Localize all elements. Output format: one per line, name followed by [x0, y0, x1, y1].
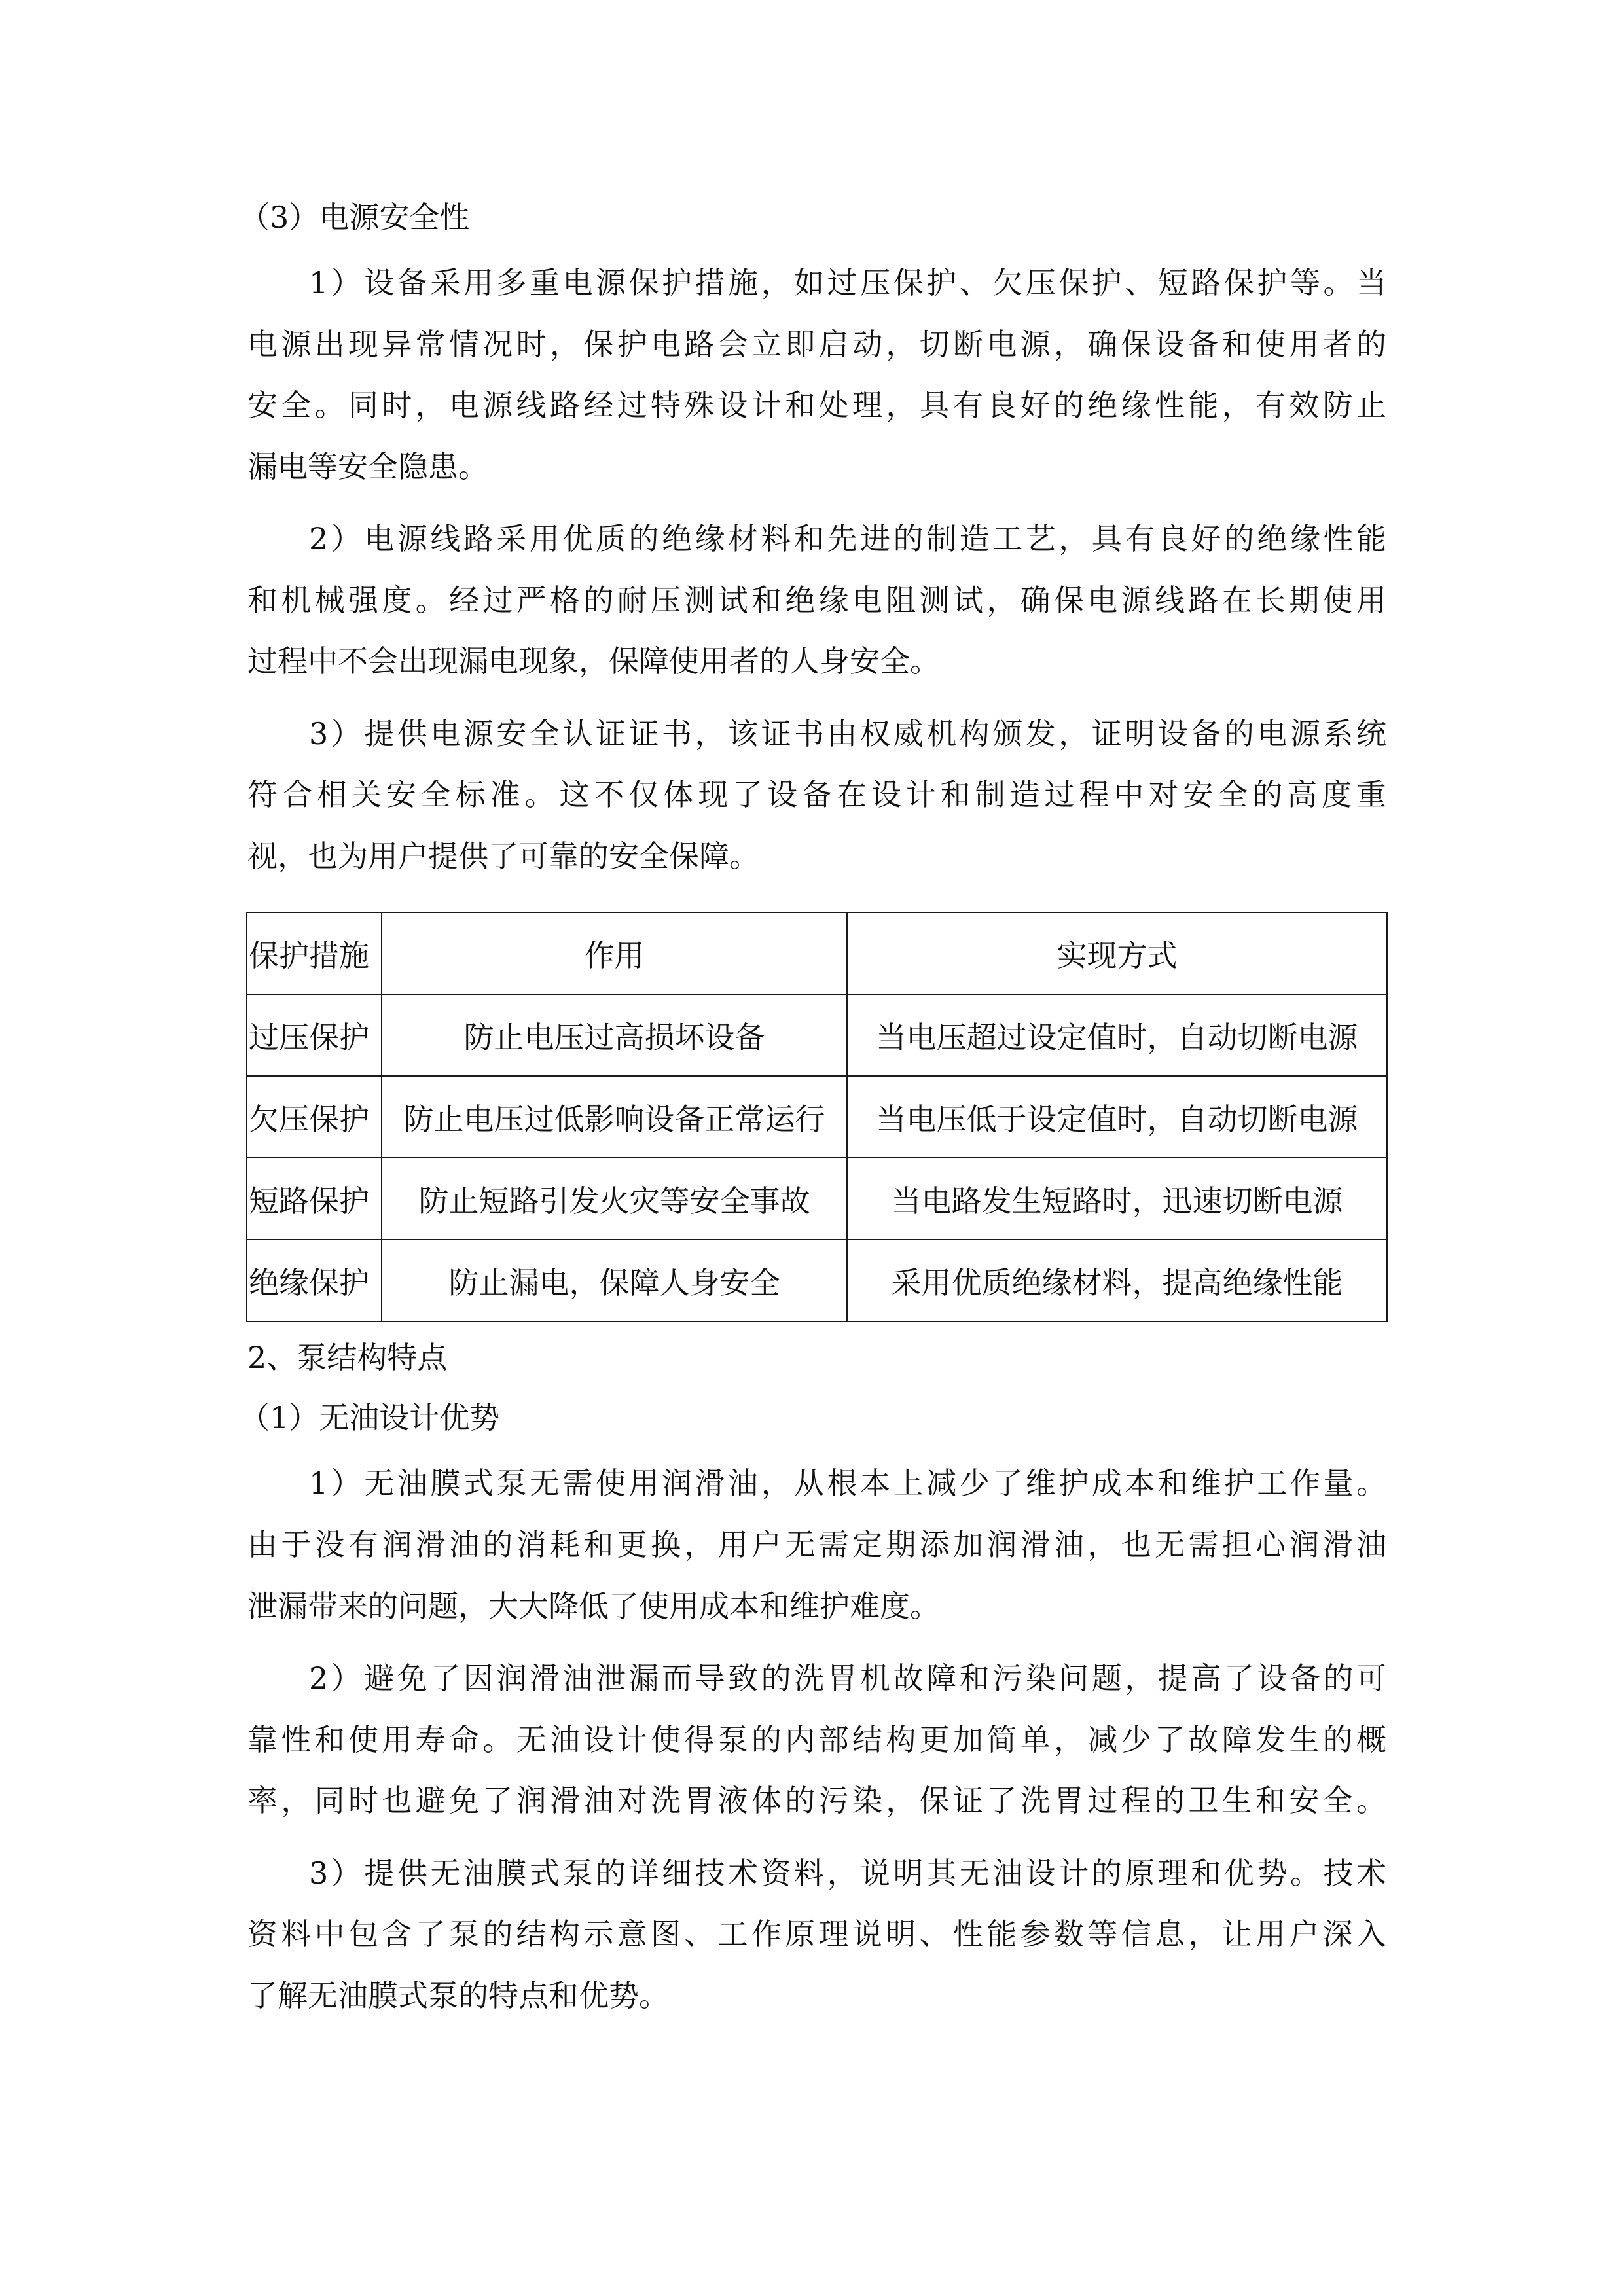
paragraph-line: 过程中不会出现漏电现象，保障使用者的人身安全。	[247, 643, 940, 679]
paragraph-line: 安全。同时，电源线路经过特殊设计和处理，具有良好的绝缘性能，有效防止	[247, 387, 1386, 423]
paragraph-line: 了解无油膜式泵的特点和优势。	[247, 1978, 669, 2013]
table-cell: 当电压低于设定值时，自动切断电源	[847, 1076, 1387, 1158]
table-cell: 过压保护	[247, 994, 382, 1076]
paragraph-line: 泄漏带来的问题，大大降低了使用成本和维护难度。	[247, 1588, 940, 1624]
paragraph-line: 资料中包含了泵的结构示意图、工作原理说明、性能参数等信息，让用户深入	[247, 1916, 1386, 1952]
table-cell: 欠压保护	[247, 1076, 382, 1158]
table-cell: 防止电压过低影响设备正常运行	[382, 1076, 847, 1158]
table-header-cell: 实现方式	[847, 912, 1387, 994]
paragraph-line: 1）设备采用多重电源保护措施，如过压保护、欠压保护、短路保护等。当	[309, 265, 1386, 300]
paragraph-line: 符合相关安全标准。这不仅体现了设备在设计和制造过程中对安全的高度重	[247, 777, 1386, 812]
section-heading-power-safety: （3）电源安全性	[240, 200, 470, 235]
table-row	[247, 1158, 1387, 1240]
table-cell: 防止电压过高损坏设备	[382, 994, 847, 1076]
paragraph-line: 率，同时也避免了润滑油对洗胃液体的污染，保证了洗胃过程的卫生和安全。	[247, 1783, 1386, 1818]
section-heading-pump-structure: 2、泵结构特点	[247, 1340, 448, 1375]
table-cell: 防止短路引发火灾等安全事故	[382, 1158, 847, 1240]
paragraph-line: 由于没有润滑油的消耗和更换，用户无需定期添加润滑油，也无需担心润滑油	[247, 1527, 1386, 1562]
table-cell: 当电压超过设定值时，自动切断电源	[847, 994, 1387, 1076]
table-row	[247, 994, 1387, 1076]
paragraph-line: 电源出现异常情况时，保护电路会立即启动，切断电源，确保设备和使用者的	[247, 327, 1386, 362]
table-cell: 采用优质绝缘材料，提高绝缘性能	[847, 1240, 1387, 1321]
paragraph-line: 漏电等安全隐患。	[247, 449, 488, 484]
table-cell: 短路保护	[247, 1158, 382, 1240]
paragraph-line: 和机械强度。经过严格的耐压测试和绝缘电阻测试，确保电源线路在长期使用	[247, 583, 1386, 618]
protection-measures-table	[246, 912, 1388, 1322]
table-header-row	[247, 912, 1387, 994]
paragraph-line: 3）提供电源安全认证证书，该证书由权威机构颁发，证明设备的电源系统	[309, 716, 1386, 751]
paragraph-line: 靠性和使用寿命。无油设计使得泵的内部结构更加简单，减少了故障发生的概	[247, 1722, 1386, 1757]
paragraph-line: 2）电源线路采用优质的绝缘材料和先进的制造工艺，具有良好的绝缘性能	[309, 521, 1386, 556]
paragraph-line: 3）提供无油膜式泵的详细技术资料，说明其无油设计的原理和优势。技术	[309, 1856, 1386, 1891]
table-cell: 当电路发生短路时，迅速切断电源	[847, 1158, 1387, 1240]
paragraph-line: 2）避免了因润滑油泄漏而导致的洗胃机故障和污染问题，提高了设备的可	[309, 1660, 1386, 1696]
paragraph-line: 1）无油膜式泵无需使用润滑油，从根本上减少了维护成本和维护工作量。	[309, 1465, 1386, 1501]
table-row	[247, 1240, 1387, 1321]
table-header-cell: 作用	[382, 912, 847, 994]
subsection-heading-oil-free: （1）无油设计优势	[240, 1400, 500, 1435]
table-row	[247, 1076, 1387, 1158]
table-header-cell: 保护措施	[247, 912, 382, 994]
paragraph-line: 视，也为用户提供了可靠的安全保障。	[247, 838, 759, 874]
table-cell: 防止漏电，保障人身安全	[382, 1240, 847, 1321]
table-cell: 绝缘保护	[247, 1240, 382, 1321]
